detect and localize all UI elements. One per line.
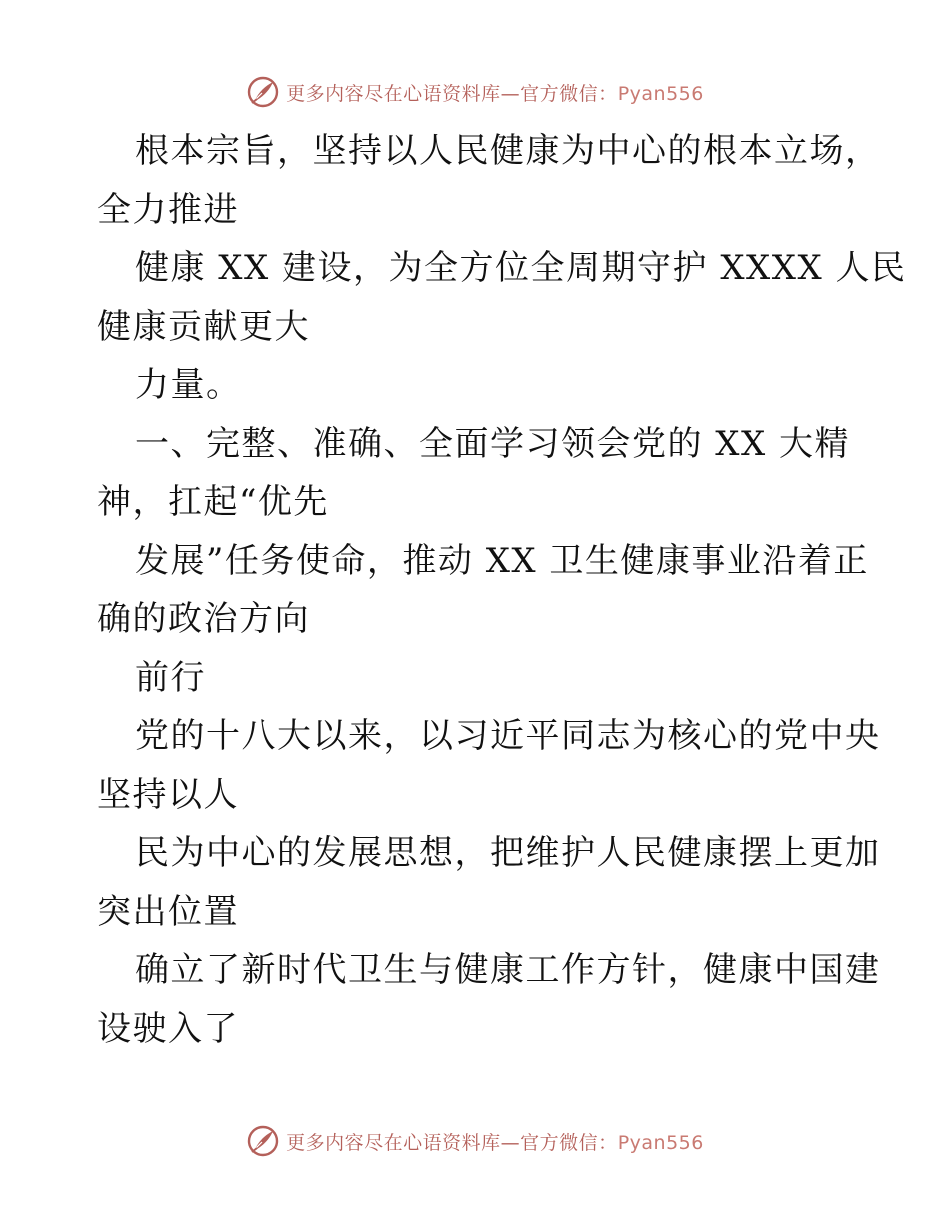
body-line: 健康 XX 建设，为全方位全周期守护 XXXX 人民 [135,248,907,288]
body-line: 民为中心的发展思想，把维护人民健康摆上更加 [135,833,881,873]
body-line: 坚持以人 [97,774,239,815]
footer-banner-wechat-id: Pyan556 [617,1131,704,1154]
body-line: 神，扛起“优先 [97,482,329,522]
body-line: 确立了新时代卫生与健康工作方针，健康中国建 [135,950,881,990]
feather-pen-logo-icon [246,75,280,109]
body-line: 健康贡献更大 [97,306,310,347]
header-banner-separator: — [500,82,521,105]
header-banner-title: 更多内容尽在心语资料库 [286,82,501,105]
body-line: 发展”任务使命，推动 XX 卫生健康事业沿着正 [135,540,869,581]
body-line: 根本宗旨，坚持以人民健康为中心的根本立场， [135,131,881,171]
body-line: 突出位置 [97,891,239,932]
feather-pen-logo-icon [246,1124,280,1158]
header-banner-wechat-label: 官方微信： [520,82,618,105]
body-line: 确的政治方向 [97,599,310,639]
body-line: 党的十八大以来，以习近平同志为核心的党中央 [135,716,881,756]
body-line: 前行 [135,657,206,698]
body-line: 全力推进 [97,189,239,230]
footer-banner-wechat-label: 官方微信： [520,1131,618,1154]
body-line: 力量。 [135,365,242,405]
footer-watermark-banner [0,1121,950,1161]
footer-banner-text [286,1128,704,1155]
footer-banner-title: 更多内容尽在心语资料库 [286,1131,501,1154]
header-watermark-banner [0,72,950,112]
document-body [97,122,907,1058]
footer-banner-separator: — [500,1131,521,1154]
header-banner-text [286,79,704,106]
body-line: 一、完整、准确、全面学习领会党的 XX 大精 [135,423,851,464]
header-banner-wechat-id: Pyan556 [617,82,704,105]
body-line: 设驶入了 [97,1008,239,1049]
